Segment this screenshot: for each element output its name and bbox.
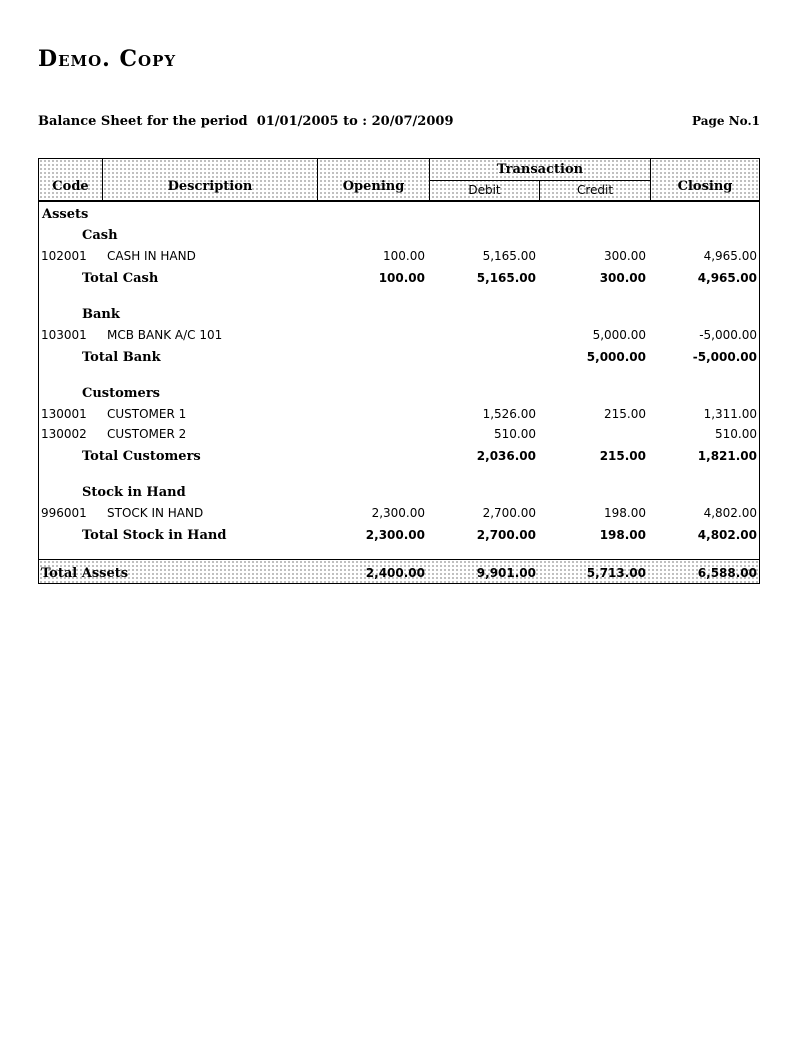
table-row [39,427,759,447]
grand-credit-total: 5,713.00 [586,566,646,580]
col-code-label: Code [52,179,89,194]
closing-value: -5,000.00 [699,328,757,342]
table-row [39,249,759,269]
section-row [39,207,759,227]
report-period: 01/01/2005 to : 20/07/2009 [256,114,454,129]
debit-total: 5,165.00 [476,271,536,285]
credit-total: 198.00 [599,528,646,542]
closing-value: 4,802.00 [703,506,757,520]
group-total-row [39,271,759,291]
debit-total: 2,700.00 [476,528,536,542]
credit-total: 300.00 [599,271,646,285]
account-description: CASH IN HAND [107,249,196,263]
closing-total: -5,000.00 [692,350,757,364]
page-number: Page No.1 [692,114,760,128]
col-opening-label: Opening [342,179,405,194]
group-total-label: Total Cash [82,271,159,286]
closing-value: 4,965.00 [703,249,757,263]
account-description: STOCK IN HAND [107,506,204,520]
debit-value: 2,700.00 [482,506,536,520]
debit-value: 5,165.00 [482,249,536,263]
grand-closing-total: 6,588.00 [697,566,757,580]
table-row [39,506,759,526]
debit-value: 1,526.00 [482,407,536,421]
group-name: Customers [82,386,160,401]
col-description-header [103,159,318,200]
closing-value: 1,311.00 [703,407,757,421]
account-description: CUSTOMER 1 [107,407,187,421]
opening-value: 100.00 [383,249,425,263]
table-row [39,328,759,348]
table-header [39,159,759,202]
closing-total: 4,802.00 [697,528,757,542]
balance-sheet-table [38,158,760,584]
group-total-row [39,449,759,469]
report-heading [38,114,454,129]
closing-value: 510.00 [715,427,757,441]
account-code: 102001 [41,249,87,263]
group-header-row [39,485,759,505]
col-debit-header: Debit [430,181,540,200]
opening-total: 100.00 [378,271,425,285]
group-total-row [39,350,759,370]
credit-total: 5,000.00 [586,350,646,364]
col-opening-header [318,159,430,200]
account-code: 996001 [41,506,87,520]
group-total-label: Total Bank [82,350,161,365]
debit-total: 2,036.00 [476,449,536,463]
credit-value: 5,000.00 [592,328,646,342]
credit-value: 215.00 [604,407,646,421]
grand-total-label: Total Assets [41,566,129,581]
group-header-row [39,228,759,248]
col-credit-header: Credit [540,181,651,200]
closing-total: 4,965.00 [697,271,757,285]
account-code: 130001 [41,407,87,421]
credit-value: 300.00 [604,249,646,263]
group-total-label: Total Stock in Hand [82,528,227,543]
col-closing-label: Closing [677,179,733,194]
group-name: Stock in Hand [82,485,186,500]
col-closing-header [651,159,759,200]
credit-value: 198.00 [604,506,646,520]
grand-total-row [39,559,759,583]
group-name: Bank [82,307,120,322]
grand-opening-total: 2,400.00 [365,566,425,580]
account-description: CUSTOMER 2 [107,427,187,441]
section-label: Assets [42,207,89,222]
group-name: Cash [82,228,118,243]
account-code: 103001 [41,328,87,342]
col-description-label: Description [167,179,253,194]
credit-total: 215.00 [599,449,646,463]
opening-total: 2,300.00 [365,528,425,542]
group-header-row [39,386,759,406]
account-description: MCB BANK A/C 101 [107,328,223,342]
group-total-label: Total Customers [82,449,201,464]
account-code: 130002 [41,427,87,441]
demo-copy-title: Demo. Copy [38,46,177,72]
group-total-row [39,528,759,548]
col-code-header [39,159,103,200]
grand-debit-total: 9,901.00 [476,566,536,580]
col-transaction-header: Transaction [430,159,651,181]
group-header-row [39,307,759,327]
report-title: Balance Sheet for the period [38,114,248,129]
debit-value: 510.00 [494,427,536,441]
table-row [39,407,759,427]
closing-total: 1,821.00 [697,449,757,463]
opening-value: 2,300.00 [371,506,425,520]
